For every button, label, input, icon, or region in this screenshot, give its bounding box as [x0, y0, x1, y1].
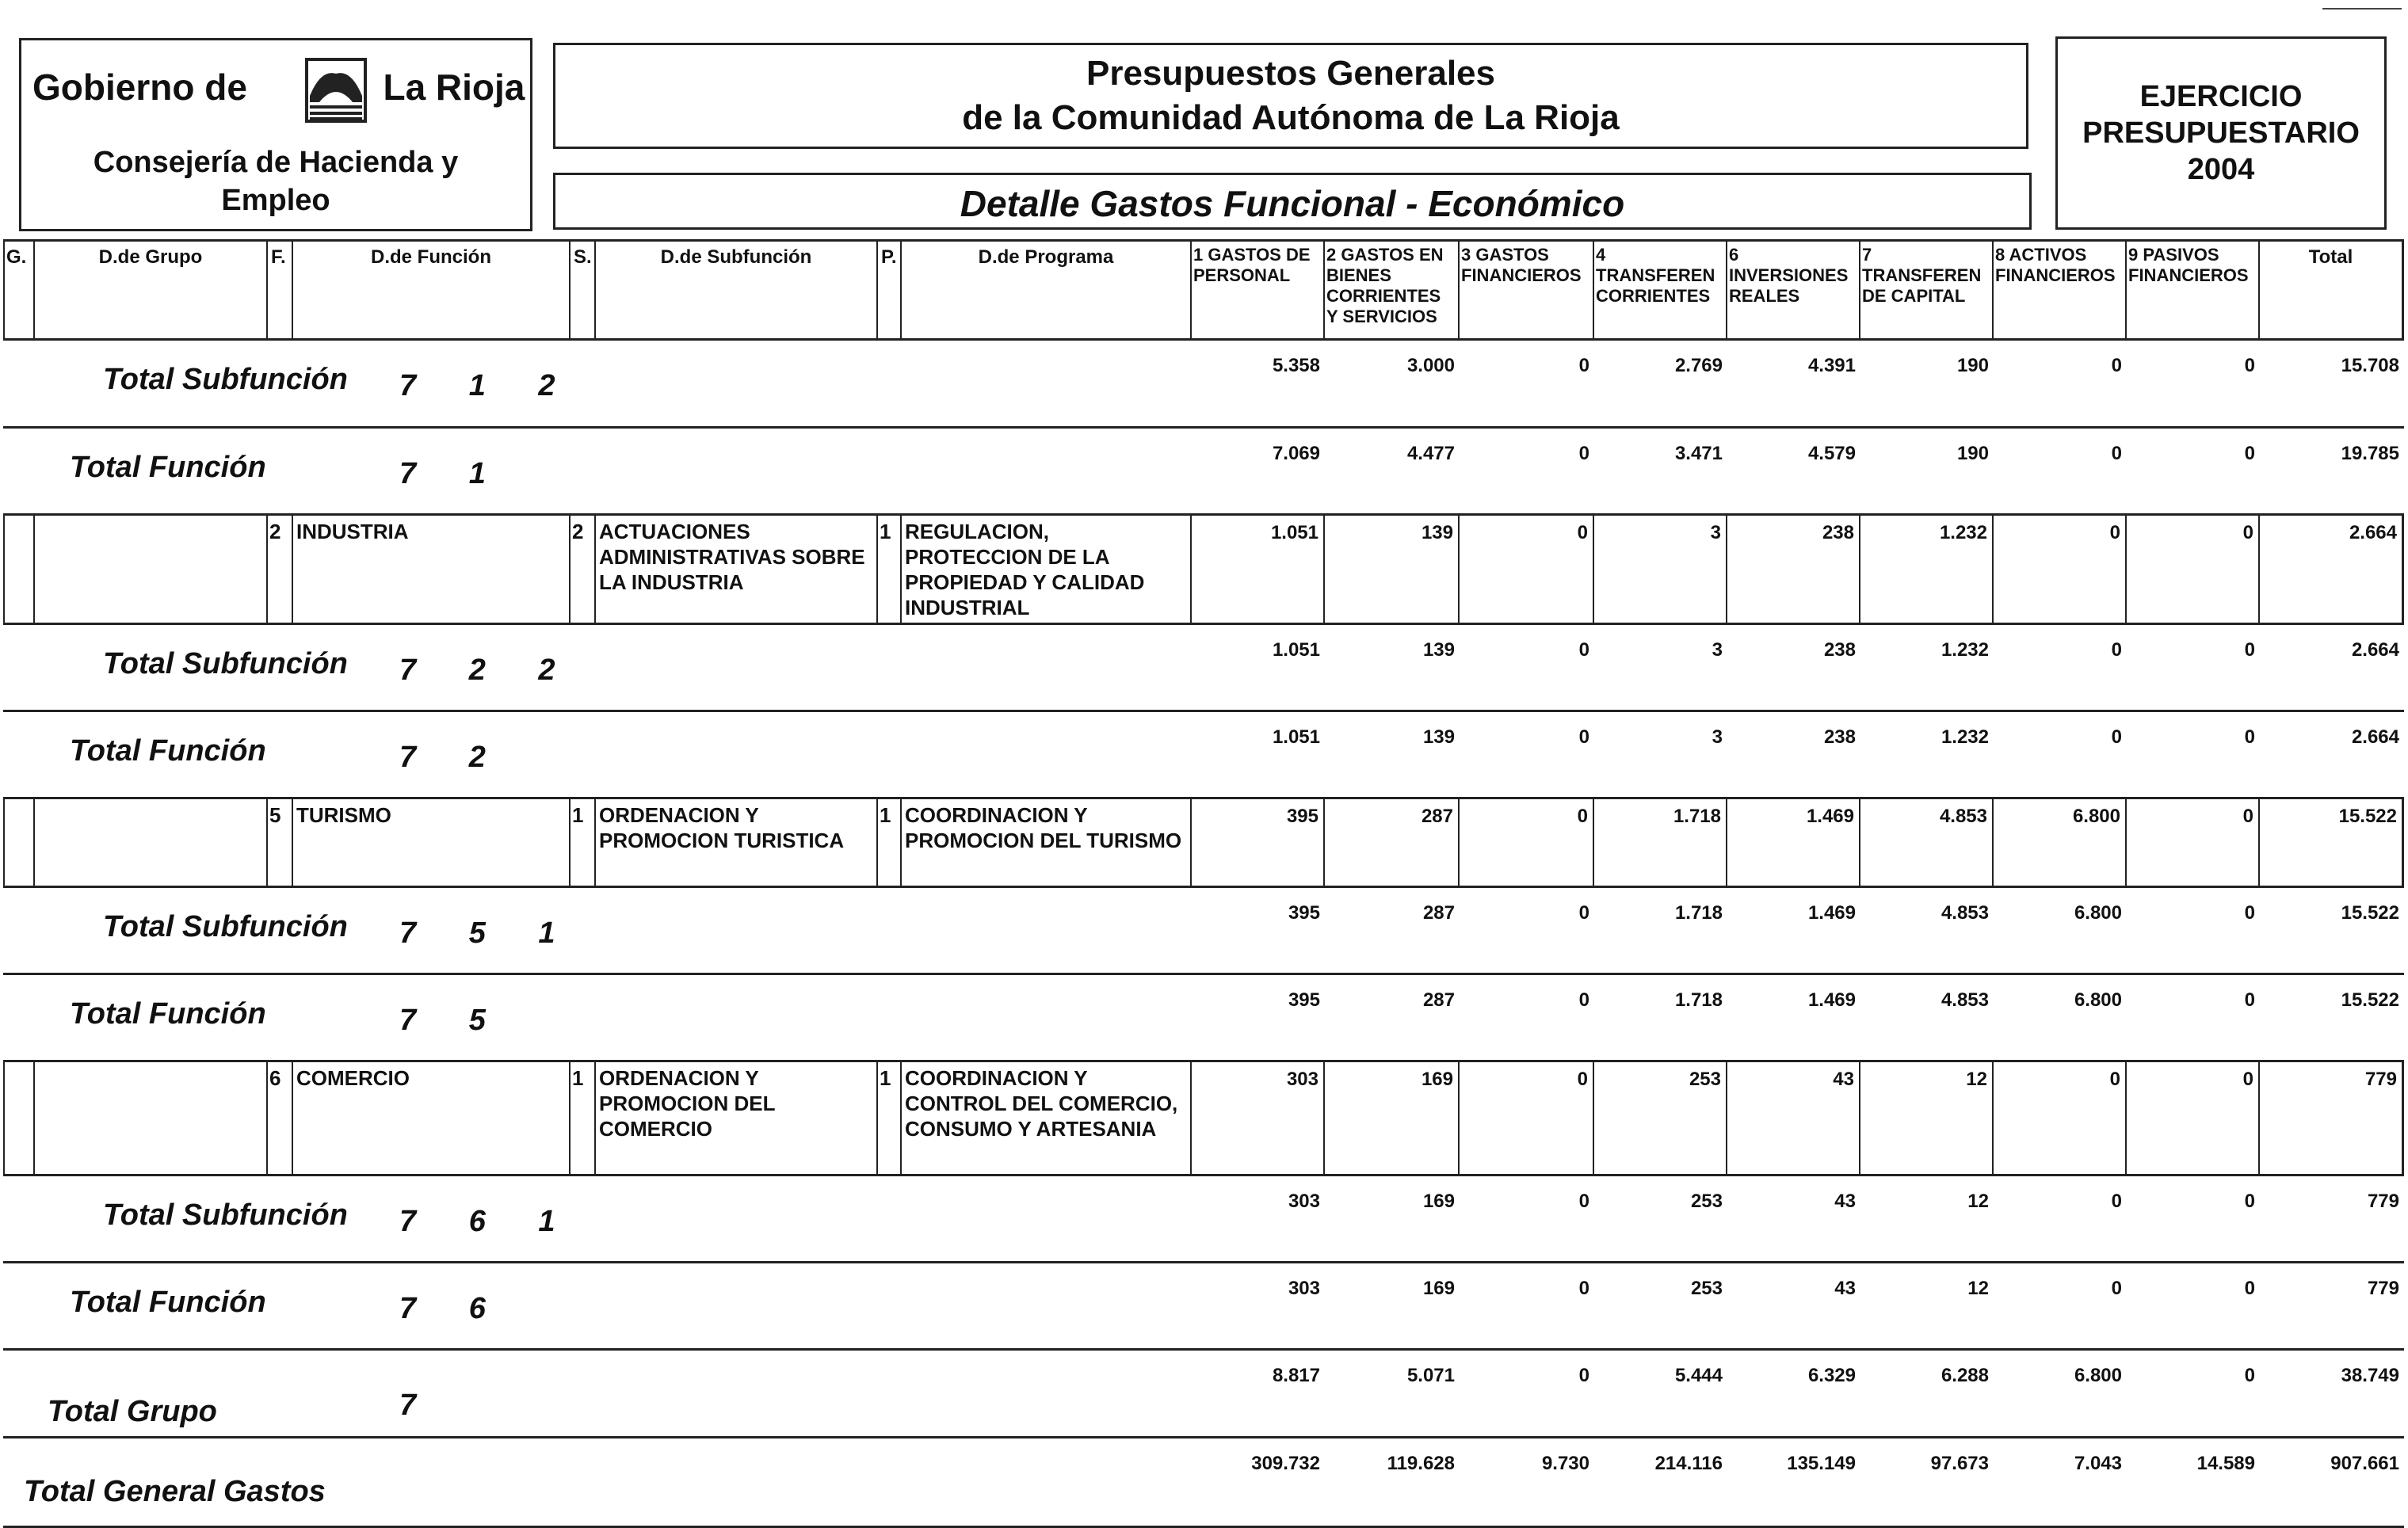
total-row [3, 341, 2404, 429]
report-subtitle-box [553, 173, 2032, 230]
la-rioja-logo-icon [305, 58, 367, 123]
value-cell: 253 [1690, 1191, 1723, 1212]
value-cell: 1.232 [1941, 639, 1989, 661]
total-code: 7 [399, 1389, 439, 1422]
total-label: Total Función [70, 1286, 266, 1319]
value-cell: 0 [2244, 355, 2255, 376]
value-cell: 139 [1422, 726, 1455, 748]
value-cell: 1.469 [1807, 902, 1856, 924]
cell-p: 1 [878, 799, 902, 886]
value-cell: 214.116 [1654, 1453, 1723, 1474]
value-cell: 0 [2244, 726, 2255, 748]
consejeria-label: Consejería de Hacienda y Empleo [93, 146, 459, 217]
total-row [3, 1438, 2404, 1528]
value-cell: 303 [1192, 1062, 1325, 1174]
cell-p: 1 [878, 1062, 902, 1174]
value-cell: 0 [2111, 639, 2122, 661]
col-s: S. [571, 242, 596, 338]
value-cell: 253 [1594, 1062, 1727, 1174]
value-cell: 309.732 [1251, 1453, 1320, 1474]
value-cell: 7.069 [1272, 443, 1320, 464]
value-cell: 169 [1422, 1191, 1455, 1212]
detail-row [3, 516, 2404, 625]
col-total: Total [2260, 242, 2404, 338]
cell-g [3, 799, 35, 886]
government-header [19, 38, 532, 231]
total-code: 7 2 [399, 741, 508, 774]
value-cell: 15.522 [2341, 902, 2399, 924]
total-label: Total Grupo [48, 1395, 217, 1428]
value-cell: 0 [1578, 443, 1589, 464]
value-cell: 190 [1956, 443, 1989, 464]
value-cell: 3 [1712, 726, 1723, 748]
cell-f: 6 [268, 1062, 293, 1174]
exercise-line-2: PRESUPUESTARIO [2082, 116, 2360, 150]
cell-funcion: INDUSTRIA [293, 516, 571, 623]
value-cell: 190 [1956, 355, 1989, 376]
value-cell: 135.149 [1787, 1453, 1856, 1474]
value-cell: 0 [1460, 516, 1594, 623]
total-row [3, 888, 2404, 975]
cell-programa: REGULACION, PROTECCION DE LA PROPIEDAD Y CALIDAD INDUSTRIAL [902, 516, 1192, 623]
col-g: G. [3, 242, 35, 338]
col-programa: D.de Programa [902, 242, 1192, 338]
detail-row [3, 1062, 2404, 1176]
region-label: La Rioja [383, 67, 525, 109]
value-cell: 0 [1578, 639, 1589, 661]
col-funcion: D.de Función [293, 242, 571, 338]
value-cell: 395 [1288, 989, 1320, 1011]
title-line-1: Presupuestos Generales [1086, 54, 1495, 93]
value-cell: 0 [2111, 443, 2122, 464]
value-cell: 1.051 [1192, 516, 1325, 623]
total-code: 7 1 2 [399, 369, 578, 402]
value-cell: 2.769 [1674, 355, 1723, 376]
value-cell: 4.579 [1807, 443, 1856, 464]
col-transf-capital: 7 TRANSFEREN DE CAPITAL [1860, 242, 1994, 338]
value-cell: 0 [2111, 355, 2122, 376]
value-cell: 0 [2244, 639, 2255, 661]
value-cell: 0 [1994, 516, 2127, 623]
value-cell: 1.232 [1860, 516, 1994, 623]
value-cell: 0 [2244, 989, 2255, 1011]
value-cell: 7.043 [2074, 1453, 2122, 1474]
cell-funcion: COMERCIO [293, 1062, 571, 1174]
value-cell: 238 [1727, 516, 1860, 623]
total-row [3, 1176, 2404, 1263]
value-cell: 0 [2244, 1278, 2255, 1299]
col-grupo: D.de Grupo [35, 242, 268, 338]
value-cell: 1.469 [1727, 799, 1860, 886]
value-cell: 0 [1578, 902, 1589, 924]
value-cell: 3 [1594, 516, 1727, 623]
col-bienes-corrientes: 2 GASTOS EN BIENES CORRIENTES Y SERVICIOS [1325, 242, 1460, 338]
value-cell: 15.522 [2260, 799, 2404, 886]
total-label: Total Función [70, 734, 266, 768]
value-cell: 3.471 [1674, 443, 1723, 464]
col-subfuncion: D.de Subfunción [596, 242, 878, 338]
value-cell: 1.718 [1674, 989, 1723, 1011]
value-cell: 779 [2367, 1191, 2399, 1212]
total-label: Total Función [70, 997, 266, 1031]
value-cell: 43 [1834, 1191, 1856, 1212]
value-cell: 0 [2244, 1365, 2255, 1386]
total-code: 7 1 [399, 457, 508, 490]
total-label: Total Subfunción [103, 363, 348, 396]
cell-subfuncion: ORDENACION Y PROMOCION TURISTICA [596, 799, 878, 886]
col-inversiones-reales: 6 INVERSIONES REALES [1727, 242, 1860, 338]
total-code: 7 5 [399, 1004, 508, 1037]
col-pasivos-financieros: 9 PASIVOS FINANCIEROS [2127, 242, 2260, 338]
total-label: Total General Gastos [24, 1475, 326, 1508]
value-cell: 3 [1712, 639, 1723, 661]
col-gastos-personal: 1 GASTOS DE PERSONAL [1192, 242, 1325, 338]
government-title [32, 58, 525, 123]
value-cell: 0 [1578, 1191, 1589, 1212]
value-cell: 1.051 [1272, 726, 1320, 748]
value-cell: 0 [1578, 1278, 1589, 1299]
total-row [3, 1351, 2404, 1438]
value-cell: 0 [2244, 902, 2255, 924]
value-cell: 4.853 [1941, 989, 1989, 1011]
value-cell: 5.358 [1272, 355, 1320, 376]
value-cell: 2.664 [2351, 639, 2399, 661]
value-cell: 6.288 [1941, 1365, 1989, 1386]
value-cell: 253 [1690, 1278, 1723, 1299]
total-row [3, 975, 2404, 1062]
detail-row [3, 799, 2404, 888]
cell-grupo [35, 1062, 268, 1174]
value-cell: 3.000 [1406, 355, 1455, 376]
value-cell: 12 [1860, 1062, 1994, 1174]
exercise-box [2055, 36, 2387, 230]
value-cell: 119.628 [1387, 1453, 1455, 1474]
value-cell: 1.718 [1594, 799, 1727, 886]
cell-programa: COORDINACION Y CONTROL DEL COMERCIO, CONSUMO Y ARTESANIA [902, 1062, 1192, 1174]
total-row [3, 1263, 2404, 1351]
value-cell: 0 [1578, 355, 1589, 376]
title-line-2: de la Comunidad Autónoma de La Rioja [962, 98, 1620, 137]
value-cell: 0 [2244, 443, 2255, 464]
value-cell: 4.853 [1860, 799, 1994, 886]
corner-mark [2322, 8, 2402, 10]
cell-s: 1 [571, 1062, 596, 1174]
value-cell: 15.522 [2341, 989, 2399, 1011]
value-cell: 0 [2111, 1278, 2122, 1299]
total-code: 7 5 1 [399, 916, 578, 950]
value-cell: 8.817 [1272, 1365, 1320, 1386]
value-cell: 303 [1288, 1278, 1320, 1299]
total-label: Total Subfunción [103, 1198, 348, 1232]
value-cell: 15.708 [2341, 355, 2399, 376]
total-code: 7 6 1 [399, 1205, 578, 1238]
cell-s: 2 [571, 516, 596, 623]
report-subtitle: Detalle Gastos Funcional - Económico [960, 183, 1625, 224]
value-cell: 1.718 [1674, 902, 1723, 924]
exercise-line-1: EJERCICIO [2139, 80, 2303, 113]
exercise-year: 2004 [2187, 153, 2255, 186]
value-cell: 139 [1325, 516, 1460, 623]
col-p: P. [878, 242, 902, 338]
value-cell: 4.477 [1406, 443, 1455, 464]
total-label: Total Función [70, 451, 266, 484]
cell-grupo [35, 516, 268, 623]
value-cell: 14.589 [2196, 1453, 2255, 1474]
value-cell: 2.664 [2260, 516, 2404, 623]
value-cell: 238 [1823, 639, 1856, 661]
value-cell: 287 [1422, 902, 1455, 924]
cell-programa: COORDINACION Y PROMOCION DEL TURISMO [902, 799, 1192, 886]
budget-title-box [553, 43, 2028, 149]
value-cell: 169 [1422, 1278, 1455, 1299]
value-cell: 287 [1325, 799, 1460, 886]
value-cell: 169 [1325, 1062, 1460, 1174]
cell-g [3, 516, 35, 623]
value-cell: 0 [2127, 516, 2260, 623]
value-cell: 238 [1823, 726, 1856, 748]
cell-grupo [35, 799, 268, 886]
value-cell: 2.664 [2351, 726, 2399, 748]
total-code: 7 6 [399, 1292, 508, 1325]
total-row [3, 625, 2404, 712]
value-cell: 0 [2127, 799, 2260, 886]
value-cell: 43 [1834, 1278, 1856, 1299]
total-label: Total Subfunción [103, 910, 348, 943]
col-gastos-financieros: 3 GASTOS FINANCIEROS [1460, 242, 1594, 338]
value-cell: 0 [2111, 1191, 2122, 1212]
value-cell: 0 [1578, 989, 1589, 1011]
total-row [3, 712, 2404, 799]
value-cell: 1.469 [1807, 989, 1856, 1011]
cell-funcion: TURISMO [293, 799, 571, 886]
value-cell: 779 [2367, 1278, 2399, 1299]
value-cell: 5.444 [1674, 1365, 1723, 1386]
col-activos-financieros: 8 ACTIVOS FINANCIEROS [1994, 242, 2127, 338]
value-cell: 6.329 [1807, 1365, 1856, 1386]
value-cell: 287 [1422, 989, 1455, 1011]
col-f: F. [268, 242, 293, 338]
col-transf-corrientes: 4 TRANSFEREN CORRIENTES [1594, 242, 1727, 338]
value-cell: 0 [1994, 1062, 2127, 1174]
value-cell: 395 [1192, 799, 1325, 886]
column-header-row [3, 239, 2404, 341]
cell-s: 1 [571, 799, 596, 886]
value-cell: 0 [2244, 1191, 2255, 1212]
value-cell: 12 [1967, 1278, 1989, 1299]
value-cell: 6.800 [2074, 989, 2122, 1011]
cell-subfuncion: ORDENACION Y PROMOCION DEL COMERCIO [596, 1062, 878, 1174]
value-cell: 0 [2127, 1062, 2260, 1174]
cell-subfuncion: ACTUACIONES ADMINISTRATIVAS SOBRE LA INDUSTRIA [596, 516, 878, 623]
value-cell: 779 [2260, 1062, 2404, 1174]
value-cell: 5.071 [1406, 1365, 1455, 1386]
value-cell: 0 [1578, 1365, 1589, 1386]
cell-p: 1 [878, 516, 902, 623]
value-cell: 6.800 [1994, 799, 2127, 886]
cell-f: 2 [268, 516, 293, 623]
value-cell: 303 [1288, 1191, 1320, 1212]
value-cell: 0 [1460, 1062, 1594, 1174]
value-cell: 6.800 [2074, 1365, 2122, 1386]
cell-f: 5 [268, 799, 293, 886]
value-cell: 97.673 [1930, 1453, 1989, 1474]
value-cell: 19.785 [2341, 443, 2399, 464]
value-cell: 139 [1422, 639, 1455, 661]
value-cell: 12 [1967, 1191, 1989, 1212]
value-cell: 0 [1460, 799, 1594, 886]
value-cell: 0 [1578, 726, 1589, 748]
cell-g [3, 1062, 35, 1174]
value-cell: 43 [1727, 1062, 1860, 1174]
value-cell: 9.730 [1541, 1453, 1589, 1474]
value-cell: 38.749 [2341, 1365, 2399, 1386]
value-cell: 0 [2111, 726, 2122, 748]
value-cell: 907.661 [2330, 1453, 2399, 1474]
value-cell: 4.391 [1807, 355, 1856, 376]
value-cell: 395 [1288, 902, 1320, 924]
total-code: 7 2 2 [399, 653, 578, 687]
gobierno-label: Gobierno de [32, 67, 247, 109]
total-label: Total Subfunción [103, 647, 348, 680]
value-cell: 1.232 [1941, 726, 1989, 748]
value-cell: 1.051 [1272, 639, 1320, 661]
value-cell: 6.800 [2074, 902, 2122, 924]
total-row [3, 429, 2404, 516]
value-cell: 4.853 [1941, 902, 1989, 924]
